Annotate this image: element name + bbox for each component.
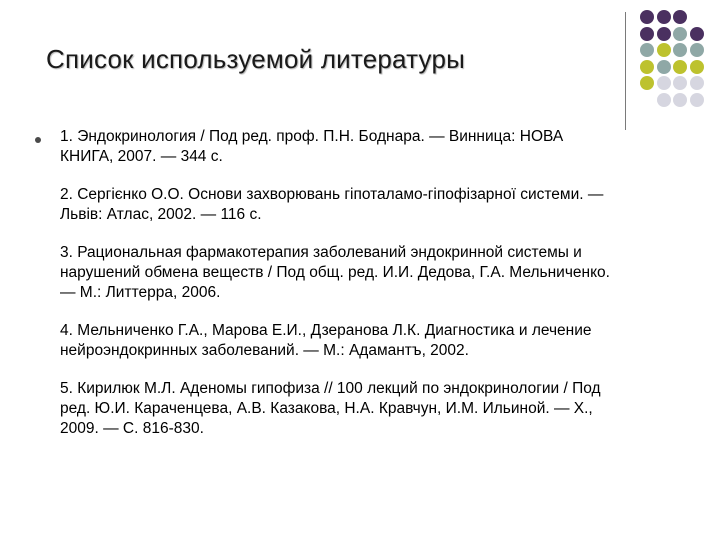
reference-line: КНИГА, 2007. — 344 с. bbox=[60, 148, 223, 165]
decorative-dot bbox=[640, 27, 654, 41]
decorative-dot bbox=[640, 43, 654, 57]
decorative-dot bbox=[690, 27, 704, 41]
reference-line: нарушений обмена веществ / Под общ. ред. И.И. Дедова, Г.А. Мельниченко. bbox=[60, 264, 610, 281]
reference-item bbox=[60, 185, 670, 225]
reference-line: 3. Рациональная фармакотерапия заболеваний эндокринной системы и bbox=[60, 244, 582, 261]
reference-line: 4. Мельниченко Г.А., Марова Е.И., Дзеранова Л.К. Диагностика и лечение bbox=[60, 322, 592, 339]
reference-item bbox=[60, 321, 670, 361]
decorative-dot bbox=[657, 27, 671, 41]
reference-list bbox=[60, 127, 670, 457]
reference-item bbox=[60, 243, 670, 303]
decorative-divider-line bbox=[625, 12, 626, 130]
decorative-dot bbox=[673, 93, 687, 107]
list-bullet-icon bbox=[35, 137, 41, 143]
reference-line: 2. Сергієнко О.О. Основи захворювань гіпоталамо-гіпофізарної системи. — bbox=[60, 186, 604, 203]
decorative-dot bbox=[640, 60, 654, 74]
decorative-dot bbox=[673, 43, 687, 57]
decorative-dot bbox=[690, 93, 704, 107]
decorative-dot bbox=[657, 76, 671, 90]
decorative-dot bbox=[640, 76, 654, 90]
decorative-dot-grid bbox=[640, 10, 720, 120]
decorative-dot bbox=[690, 76, 704, 90]
decorative-dot bbox=[673, 60, 687, 74]
reference-item bbox=[60, 127, 670, 167]
reference-item bbox=[60, 379, 670, 439]
decorative-dot bbox=[673, 27, 687, 41]
decorative-dot bbox=[673, 76, 687, 90]
decorative-dot bbox=[657, 60, 671, 74]
reference-line: 1. Эндокринология / Под ред. проф. П.Н. Боднара. — Винница: НОВА bbox=[60, 128, 564, 145]
decorative-dot bbox=[657, 43, 671, 57]
reference-line: 2009. — С. 816-830. bbox=[60, 420, 204, 437]
reference-line: нейроэндокринных заболеваний. — М.: Адамантъ, 2002. bbox=[60, 342, 469, 359]
decorative-dot bbox=[690, 60, 704, 74]
slide-title: Список используемой литературы bbox=[46, 44, 465, 74]
reference-line: 5. Кирилюк М.Л. Аденомы гипофиза // 100 лекций по эндокринологии / Под bbox=[60, 380, 601, 397]
decorative-dot bbox=[690, 43, 704, 57]
decorative-dot bbox=[657, 10, 671, 24]
decorative-dot bbox=[657, 93, 671, 107]
reference-line: — М.: Литтерра, 2006. bbox=[60, 284, 221, 301]
reference-line: ред. Ю.И. Караченцева, А.В. Казакова, Н.А. Кравчун, И.М. Ильиной. — Х., bbox=[60, 400, 593, 417]
reference-line: Львів: Атлас, 2002. — 116 с. bbox=[60, 206, 262, 223]
decorative-dot bbox=[673, 10, 687, 24]
decorative-dot bbox=[640, 10, 654, 24]
